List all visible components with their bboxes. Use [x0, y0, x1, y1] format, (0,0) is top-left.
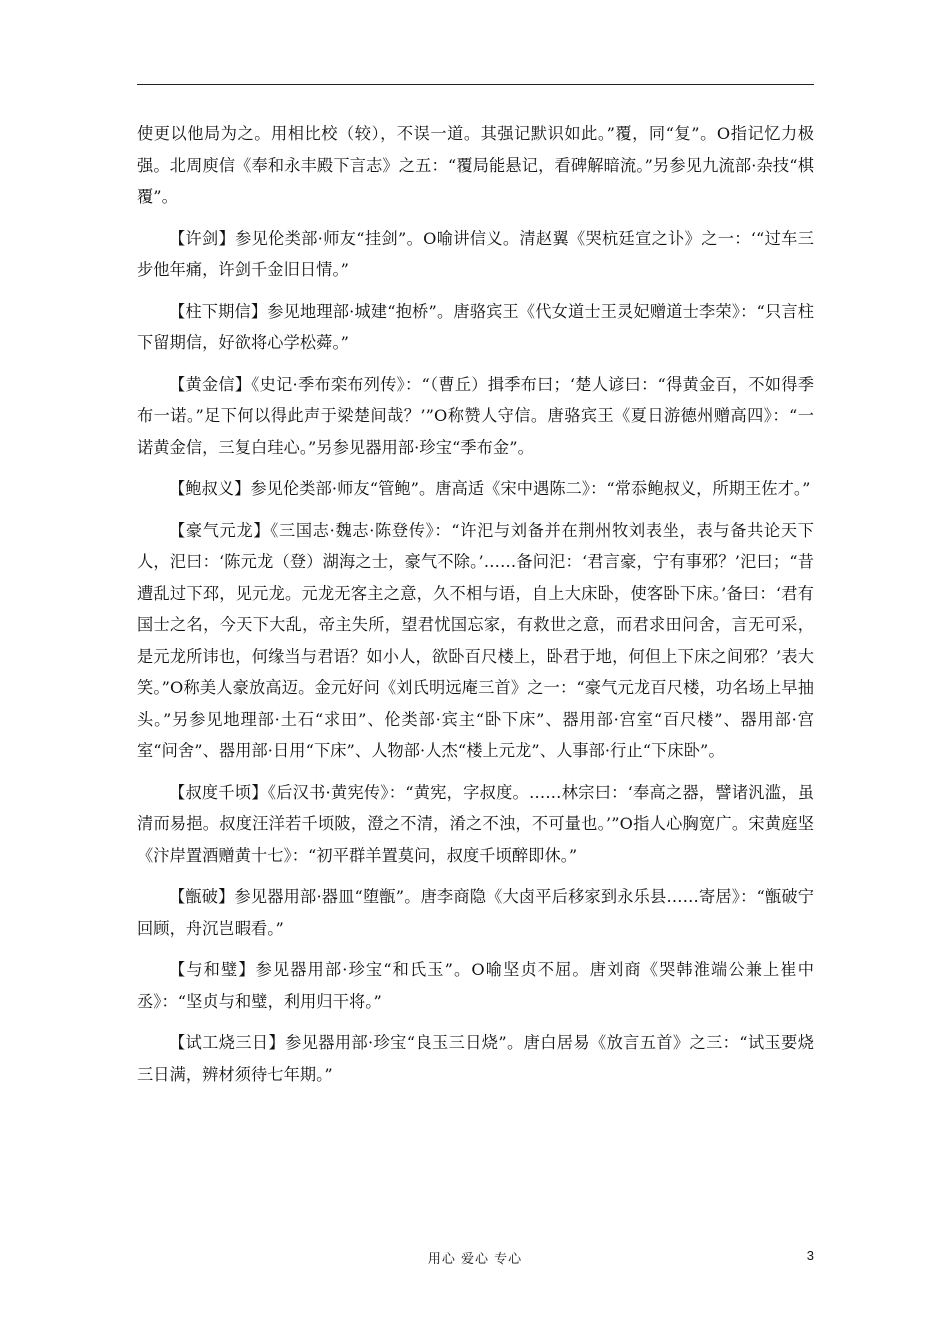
entry-zhu-xia-qi-xin: 【柱下期信】参见地理部·城建“抱桥”。唐骆宾王《代女道士王灵妃赠道士李荣》：“只言柱下留期信，好欲将心学松蕣。” — [137, 301, 814, 352]
entry-huang-jin-xin: 【黄金信】《史记·季布栾布列传》：“（曹丘）揖季布曰；‘楚人谚曰：“得黄金百，不如得季布一诺。”足下何以得此声于梁楚间哉？’”O称赞人守信。唐骆宾王《夏日游德州赠高四》：“一诺黄金信，三复白珪心。”另参见器用部·珍宝“季布金”。 — [137, 374, 814, 457]
entry-shu-du-qian-qing: 【叔度千顷】《后汉书·黄宪传》：“黄宪，字叔度。……林宗曰：‘奉高之器，譬诸汎滥，虽清而易挹。叔度汪洋若千顷陂，澄之不清，淆之不浊，不可量也。’”O指人心胸宽广。宋黄庭坚《汴岸置酒赠黄十七》：“初平群羊置莫问，叔度千顷醉即休。” — [137, 782, 814, 865]
header-rule — [137, 84, 814, 85]
page-footer — [0, 1248, 950, 1272]
entry-xu-jian: 【许剑】参见伦类部·师友“挂剑”。O喻讲信义。清赵翼《哭杭廷宣之讣》之一：‘“过车三步他年痛，许剑千金旧日情。” — [137, 228, 814, 279]
entry-zeng-po: 【甑破】参见器用部·器皿“堕甑”。唐李商隐《大卤平后移家到永乐县……寄居》：“甑破宁回顾，舟沉岂暇看。” — [137, 887, 814, 938]
entry-yu-he-bi: 【与和璧】参见器用部·珍宝“和氏玉”。O喻坚贞不屈。唐刘商《哭韩淮端公兼上崔中丞》：“坚贞与和璧，利用归干将。” — [137, 960, 814, 1011]
paragraph-continuation: 使更以他局为之。用相比校（较），不误一道。其强记默识如此。”覆，同“复”。O指记忆力极强。北周庾信《奉和永丰殿下言志》之五：“覆局能悬记，看碑解暗流。”另参见九流部·杂技“棋覆”。 — [137, 124, 814, 206]
entry-bao-shu-yi: 【鲍叔义】参见伦类部·师友“管鲍”。唐高适《宋中遇陈二》：“常忝鲍叔义，所期王佐才。” — [169, 479, 811, 498]
footer-motto: 用心 爱心 专心 — [427, 1252, 523, 1267]
entry-shi-gong-shao-san-ri: 【试工烧三日】参见器用部·珍宝“良玉三日烧”。唐白居易《放言五首》之三：“试玉要烧三日满，辨材须待七年期。” — [137, 1033, 814, 1084]
entry-hao-qi-yuan-long: 【豪气元龙】《三国志·魏志·陈登传》：“许汜与刘备并在荆州牧刘表坐，表与备共论天下人，汜曰：‘陈元龙（登）湖海之士，豪气不除。’……备问汜：‘君言豪，宁有事邪？’汜曰；“昔遭乱过下邳，见元龙。元龙无客主之意，久不相与语，自上大床卧，使客卧下床。’备曰：‘君有国士之名，今天下大乱，帝主失所，望君忧国忘家，有救世之意，而君求田问舍，言无可采，是元龙所讳也，何缘当与君语？如小人，欲卧百尺楼上，卧君于地，何但上下床之间邪？’表大笑。”O称美人豪放高迈。金元好问《刘氏明远庵三首》之一：“豪气元龙百尺楼，功名场上早抽头。”另参见地理部·土石“求田”、伦类部·宾主“卧下床”、器用部·宫室“百尺楼”、器用部·宫室“问舍”、器用部·日用“下床”、人物部·人杰“楼上元龙”、人事部·行止“下床卧”。 — [137, 520, 814, 760]
page-number: 3 — [806, 1248, 814, 1263]
document-body — [137, 118, 814, 1100]
